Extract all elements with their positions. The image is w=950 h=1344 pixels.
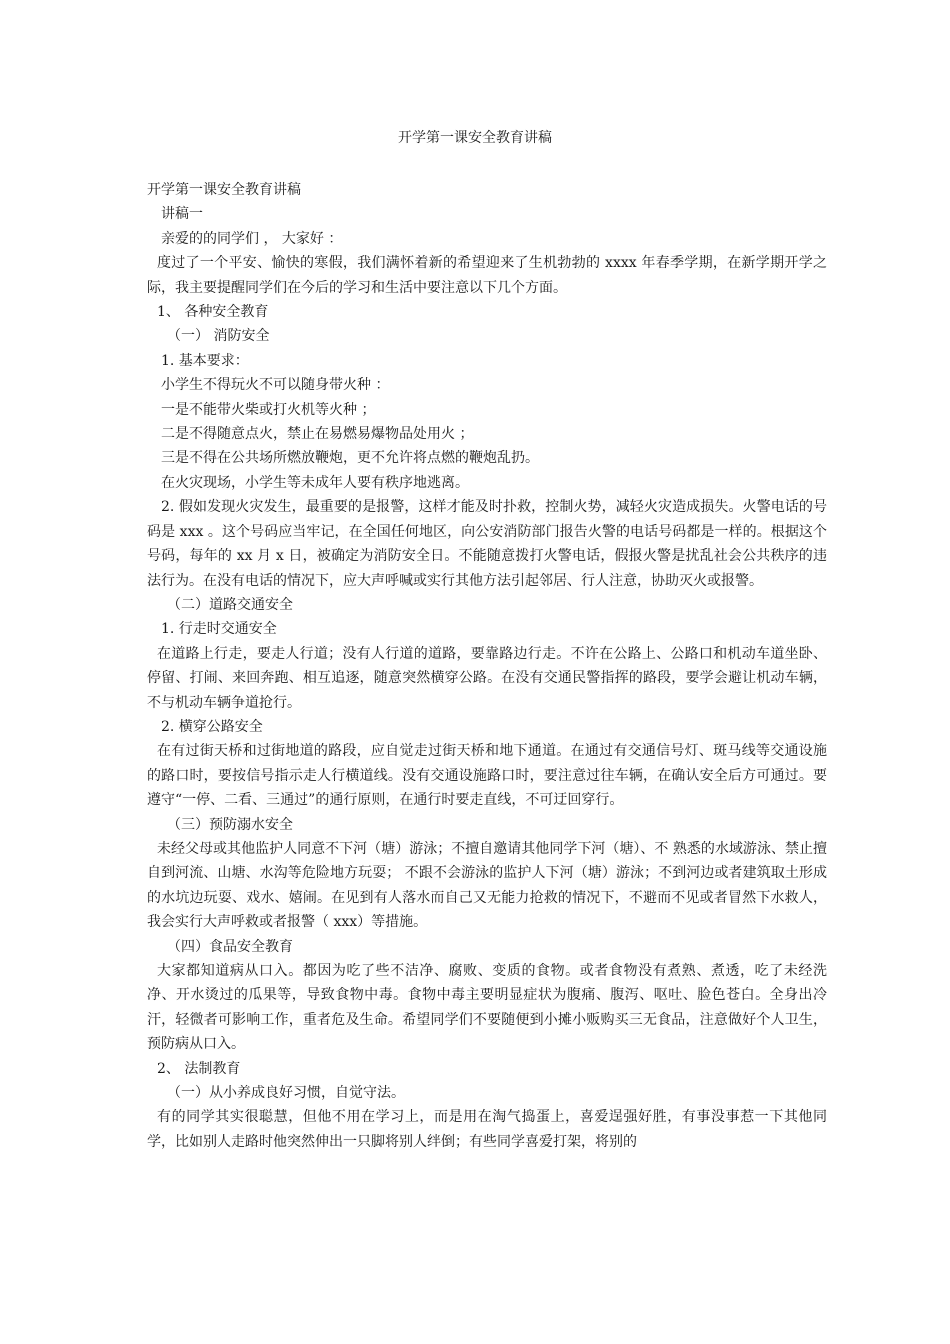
document-title: 开学第一课安全教育讲稿 [398, 130, 552, 146]
paragraph: 2. 横穿公路安全 [161, 718, 263, 735]
paragraph: 1、 各种安全教育 [157, 304, 269, 321]
paragraph: （二）道路交通安全 [167, 596, 293, 613]
paragraph: 一是不能带火柴或打火机等火种 ； [161, 401, 376, 418]
paragraph: 在道路上行走，要走人行道；没有人行道的道路，要靠路边行走。不许在公路上、公路口和机动车道坐卧、停留、打闹、来回奔跑、相互追逐，随意突然横穿公路。在没有交通民警指挥的路段，要学会避让机动车辆，不与机动车辆争道抢行。 [147, 645, 827, 711]
paragraph: 在火灾现场，小学生等未成年人要有秩序地逃离。 [161, 474, 469, 491]
paragraph: 二是不得随意点火，禁止在易燃易爆物品处用火 ； [161, 426, 474, 443]
paragraph: 未经父母或其他监护人同意不下河（塘）游泳；不擅自邀请其他同学下河（塘）、不 熟悉的水域游泳、禁止擅自到河流、山塘、水沟等危险地方玩耍； 不跟不会游泳的监护人下河（塘）游泳；不到河边或者建筑取土形成的水坑边玩耍、戏水、嬉闹。在见到有人落水而自己又无能力抢救的情况下，不避而不见或者冒然下水救人，我会实行大声呼救或者报警（ xxx）等措施。 [147, 840, 827, 931]
paragraph: 三是不得在公共场所燃放鞭炮，更不允许将点燃的鞭炮乱扔。 [161, 450, 539, 467]
paragraph: 亲爱的的同学们 ， 大家好 ： [161, 230, 343, 247]
paragraph: 讲稿一 [161, 206, 203, 223]
paragraph: （三）预防溺水安全 [167, 816, 293, 833]
paragraph: 度过了一个平安、愉快的寒假，我们满怀着新的希望迎来了生机勃勃的 xxxx 年春季学期，在新学期开学之际，我主要提醒同学们在今后的学习和生活中要注意以下几个方面。 [147, 255, 827, 296]
paragraph: 开学第一课安全教育讲稿 [147, 182, 301, 198]
paragraph: （四）食品安全教育 [167, 938, 293, 955]
document-body [147, 178, 827, 1154]
paragraph: 大家都知道病从口入。都因为吃了些不洁净、腐败、变质的食物。或者食物没有煮熟、煮透，吃了未经洗净、开水烫过的瓜果等，导致食物中毒。食物中毒主要明显症状为腹痛、腹泻、呕吐、脸色苍白。全身出冷汗，轻微者可影响工作，重者危及生命。希望同学们不要随便到小摊小贩购买三无食品，注意做好个人卫生，预防病从口入。 [147, 963, 827, 1053]
paragraph: （一） 消防安全 [167, 328, 270, 345]
paragraph: 有的同学其实很聪慧，但他不用在学习上，而是用在淘气捣蛋上，喜爱逞强好胜，有事没事惹一下其他同学，比如别人走路时他突然伸出一只脚将别人绊倒；有些同学喜爱打架，将别的 [147, 1109, 827, 1150]
paragraph: 1. 基本要求： [161, 352, 249, 369]
paragraph: 在有过街天桥和过街地道的路段，应自觉走过街天桥和地下通道。在通过有交通信号灯、斑马线等交通设施的路口时，要按信号指示走人行横道线。没有交通设施路口时，要注意过往车辆，在确认安全后方可通过。要遵守“一停、二看、三通过”的通行原则，在通行时要走直线，不可迂回穿行。 [147, 743, 827, 809]
paragraph: 1. 行走时交通安全 [161, 621, 277, 638]
paragraph: 2、 法制教育 [157, 1060, 241, 1077]
paragraph: 小学生不得玩火不可以随身带火种 ： [161, 377, 390, 394]
paragraph: （一）从小养成良好习惯，自觉守法。 [167, 1085, 405, 1102]
paragraph: 2. 假如发现火灾发生，最重要的是报警，这样才能及时扑救，控制火势，减轻火灾造成损失。火警电话的号码是 xxx 。这个号码应当牢记，在全国任何地区，向公安消防部门报告火警的电话号码都是一样的。根据这个号码，每年的 xx 月 x 日，被确定为消防安全日。不能随意拨打火警电话，假报火警是扰乱社会公共秩序的违法行为。在没有电话的情况下，应大声呼喊或实行其他方法引起邻居、行人注意，协助灭火或报警。 [147, 499, 827, 589]
